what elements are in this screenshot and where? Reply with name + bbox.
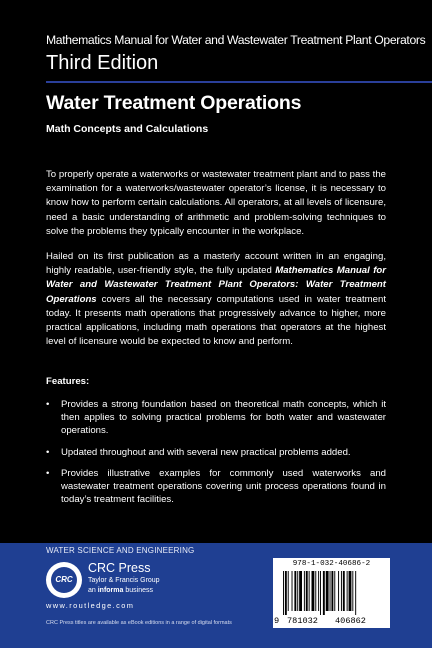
barcode-bar (315, 571, 316, 611)
blurb-paragraph-1: To properly operate a waterworks or wastewater treatment plant and to pass the examination for a waterworks/wastewater operator’s license, it is necessary to know how to perform certain calculations. All operators, at all levels of licensure, need a basic understanding of arithmetic and problem-solving techniques to solve the problems they typically encounter in the workplace. (46, 169, 386, 237)
feature-text: Updated throughout and with several new practical problems added. (61, 446, 351, 458)
bullet-icon: • (46, 446, 50, 458)
bullet-icon: • (46, 467, 50, 479)
barcode-bar (299, 571, 302, 611)
barcode-bar (343, 571, 345, 611)
feature-item (46, 446, 386, 459)
features-list (46, 398, 386, 514)
business-prefix: an (88, 587, 98, 594)
barcode-bar (326, 571, 329, 611)
barcode-bar (304, 571, 305, 611)
barcode-bar (323, 571, 325, 615)
isbn-digit-first: 9 (274, 616, 280, 626)
bullet-icon: • (46, 399, 50, 410)
barcode-bar (347, 571, 348, 611)
feature-text: Provides a strong foundation based on theoretical math concepts, which it then applies to solving practical problems for both water and wastewater operations. (61, 399, 386, 437)
barcode-bar (297, 571, 298, 611)
barcode-bar (285, 571, 287, 615)
crc-logo-text: CRC (51, 567, 77, 593)
book-title: Water Treatment Operations (46, 92, 302, 114)
publisher-url: www.routledge.com (46, 601, 135, 610)
crc-logo-icon (46, 562, 82, 598)
barcode-bar (355, 571, 356, 615)
barcode-bar (320, 571, 321, 615)
barcode-bar (294, 571, 296, 611)
ebook-note: CRC Press titles are available as eBook editions in a range of digital formats (46, 620, 232, 626)
feature-item (46, 467, 386, 507)
barcode-bar (318, 571, 319, 611)
barcode-bars (283, 571, 384, 615)
book-subtitle: Math Concepts and Calculations (46, 123, 209, 135)
blurb-paragraph-2 (46, 250, 386, 349)
barcode-bar (349, 571, 352, 611)
barcode-bar (331, 571, 333, 611)
feature-item (46, 398, 386, 438)
barcode-bar (334, 571, 335, 611)
features-heading: Features: (46, 376, 90, 387)
publisher-business (88, 587, 153, 594)
isbn-digits-right: 406862 (335, 616, 366, 626)
barcode-bar (309, 571, 310, 611)
isbn-barcode (273, 558, 390, 628)
barcode-bar (352, 571, 353, 611)
divider-rule (46, 81, 432, 83)
barcode-bar (306, 571, 308, 611)
barcode-bar (312, 571, 315, 611)
barcode-bar (330, 571, 331, 611)
barcode-bar (338, 571, 339, 611)
feature-text: Provides illustrative examples for commonly used waterworks and wastewater treatment operations covering unit process operations found in today’s treatment facilities. (61, 467, 386, 506)
isbn-digits-left: 781032 (287, 616, 318, 626)
series-tag: WATER SCIENCE AND ENGINEERING (46, 546, 195, 555)
barcode-bar (288, 571, 289, 611)
series-title: Mathematics Manual for Water and Wastewater Treatment Plant Operators (46, 33, 426, 47)
blurb-p2-end: covers all the necessary computations used in water treatment today. It presents math operations that progressively advance to higher, more practical applications, including math operations that operators at the highest level of licensure would be expected to know and perform. (46, 293, 386, 348)
blurb-p2-start: Hailed on its first publication as a masterly account written in an engaging, highly readable, user-friendly style, the fully updated (46, 251, 386, 277)
isbn-digits (273, 616, 390, 627)
edition-label: Third Edition (46, 52, 159, 74)
barcode-bar (292, 571, 293, 611)
business-bold: informa (97, 587, 124, 594)
publisher-group: Taylor & Francis Group (88, 577, 160, 584)
barcode-bar (283, 571, 284, 615)
blurb-p2-book-title: Mathematics Manual for Water and Wastewater Treatment Plant Operators: Water Treatment Operations (46, 265, 386, 305)
barcode-bar (341, 571, 342, 611)
publisher-name: CRC Press (88, 561, 151, 575)
business-suffix: business (123, 587, 153, 594)
isbn-text: 978-1-032-40686-2 (292, 560, 371, 568)
